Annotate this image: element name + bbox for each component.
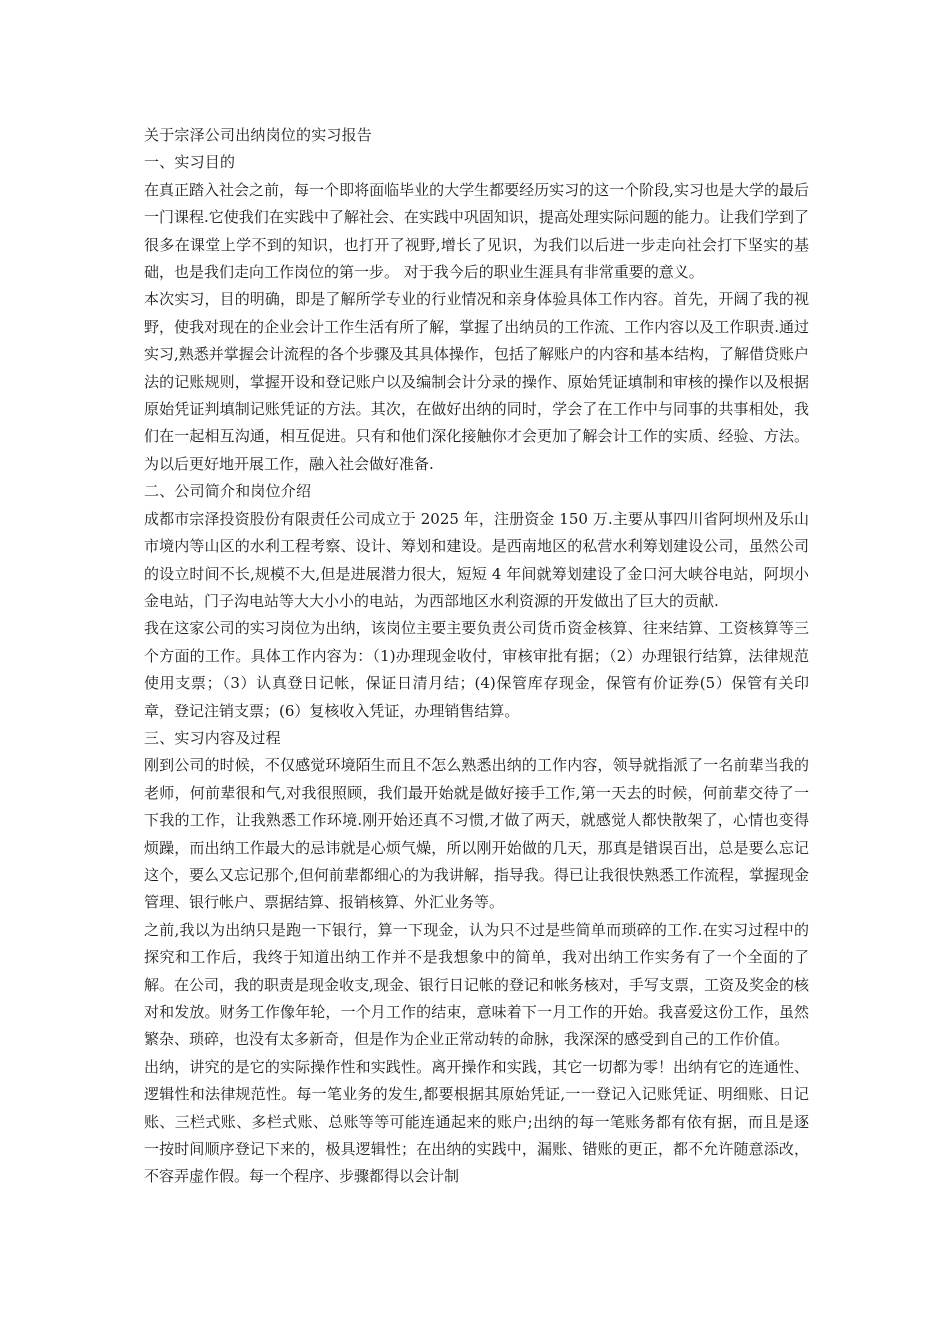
paragraph: 本次实习，目的明确，即是了解所学专业的行业情况和亲身体验具体工作内容。首先，开阔了我的视野，使我对现在的企业会计工作生活有所了解，掌握了出纳员的工作流、工作内容以及工作职责.通过实习,熟悉并掌握会计流程的各个步骤及其具体操作，包括了解账户的内容和基本结构，了解借贷账户法的记账规则，掌握开设和登记账户以及编制会计分录的操作、原始凭证填制和审核的操作以及根据原始凭证判填制记账凭证的方法。其次，在做好出纳的同时，学会了在工作中与同事的共事相处，我们在一起相互沟通，相互促进。只有和他们深化接触你才会更加了解会计工作的实质、经验、方法。为以后更好地开展工作，融入社会做好准备. [144,290,809,473]
document-body [144,122,809,1191]
paragraph: 之前,我以为出纳只是跑一下银行，算一下现金，认为只不过是些简单而琐碎的工作.在实习过程中的探究和工作后，我终于知道出纳工作并不是我想象中的简单，我对出纳工作实务有了一个全面的了解。在公司，我的职责是现金收支,现金、银行日记帐的登记和帐务核对，手写支票，工资及奖金的核对和发放。财务工作像年轮，一个月工作的结束，意味着下一月工作的开始。我喜爱这份工作，虽然繁杂、琐碎，也没有太多新奇，但是作为企业正常动转的命脉，我深深的感受到自己的工作价值。 [144,920,809,1049]
document-title: 关于宗泽公司出纳岗位的实习报告 [144,126,373,144]
section-heading-process: 三、实习内容及过程 [144,728,281,747]
paragraph: 我在这家公司的实习岗位为出纳，该岗位主要主要负责公司货币资金核算、往来结算、工资核算等三个方面的工作。具体工作内容为：（1)办理现金收付，审核审批有据；（2）办理银行结算，法律规范使用支票；（3）认真登日记帐，保证日清月结；(4)保管库存现金，保管有价证券(5）保管有关印章，登记注销支票；(6）复核收入凭证，办理销售结算。 [144,619,809,720]
paragraph: 刚到公司的时候，不仅感觉环境陌生而且不怎么熟悉出纳的工作内容，领导就指派了一名前辈当我的老师，何前辈很和气,对我很照顾，我们最开始就是做好接手工作,第一天去的时候，何前辈交待了一下我的工作，让我熟悉工作环境.刚开始还真不习惯,才做了两天，就感觉人都快散架了，心情也变得烦躁，而出纳工作最大的忌讳就是心烦气燥，所以刚开始做的几天，那真是错误百出，总是要么忘记这个，要么又忘记那个,但何前辈都细心的为我讲解，指导我。得已让我很快熟悉工作流程，掌握现金管理、银行帐户、票据结算、报销核算、外汇业务等。 [144,756,809,912]
section-heading-purpose: 一、实习目的 [144,153,236,172]
paragraph: 在真正踏入社会之前，每一个即将面临毕业的大学生都要经历实习的这一个阶段,实习也是大学的最后一门课程.它使我们在实践中了解社会、在实践中巩固知识，提高处理实际问题的能力。让我们学到了很多在课堂上学不到的知识，也打开了视野,增长了见识，为我们以后进一步走向社会打下坚实的基础，也是我们走向工作岗位的第一步。 对于我今后的职业生涯具有非常重要的意义。 [144,180,809,282]
paragraph: 出纳，讲究的是它的实际操作性和实践性。离开操作和实践，其它一切都为零！出纳有它的连通性、逻辑性和法律规范性。每一笔业务的发生,都要根据其原始凭证,一一登记入记账凭证、明细账、日记账、三栏式账、多栏式账、总账等等可能连通起来的账户;出纳的每一笔账务都有依有据，而且是逐一按时间顺序登记下来的，极具逻辑性；在出纳的实践中，漏账、错账的更正，都不允许随意添改，不容弄虚作假。每一个程序、步骤都得以会计制 [144,1057,809,1186]
section-heading-company: 二、公司简介和岗位介绍 [144,482,312,501]
paragraph: 成都市宗泽投资股份有限责任公司成立于 2025 年，注册资金 150 万.主要从事四川省阿坝州及乐山市境内等山区的水利工程考察、设计、筹划和建设。是西南地区的私营水利筹划建设公司，虽然公司的设立时间不长,规模不大,但是进展潜力很大，短短 4 年间就筹划建设了金口河大峡谷电站，阿坝小金电站，门子沟电站等大大小小的电站，为西部地区水利资源的开发做出了巨大的贡献. [144,509,809,610]
